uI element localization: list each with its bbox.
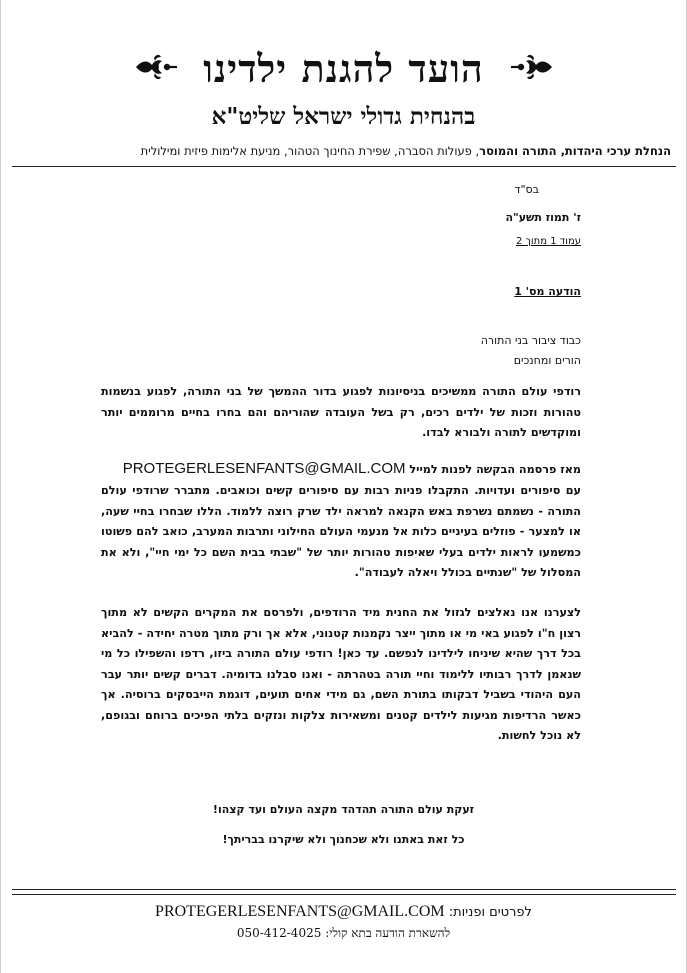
footer-rule-bottom (12, 894, 676, 895)
body-paragraph-2-intro (101, 460, 581, 477)
bsd-mark: בס"ד (514, 183, 539, 196)
body-paragraph-1: רודפי עולם התורה ממשיכים בניסיונות לפגוע בדור ההמשך של בני התורה, לפגוע בנשמות טהורות וזכות של ילדים רכים, רק בשל העובדה שהוריהם והם בחרו בחיים מרוממים יותר ומוקדשים לתורה ולבורא לבדו. (101, 385, 581, 439)
organization-title: הועד להגנת ילדינו (203, 46, 484, 91)
footer-contact (0, 903, 687, 921)
organization-subtitle: בהנחית גדולי ישראל שליט"א (211, 103, 476, 130)
notice-number: הודעה מס' 1 (514, 285, 581, 298)
tagline-rest: , פעולות הסברה, שפירת החינוך הטהור, מניעת אלימות פיזית ומילולית (140, 144, 480, 158)
footer-email: PROTEGERLESENFANTS@GMAIL.COM (155, 903, 445, 920)
addressee-line-1: כבוד ציבור בני התורה (480, 334, 581, 347)
addressee-line-2: הורים ומחנכים (513, 354, 581, 367)
footer-contact-label: לפרטים ופניות: (448, 905, 532, 920)
footer-phone (0, 926, 687, 941)
footer-phone-label: להשארת הודעה בתא קולי: (325, 926, 451, 940)
body-paragraph-3: לצערנו אנו נאלצים לגזול את החנית מיד הרודפים, ולפרסם את המקרים הקשים לא מתוך רצון ח"ו לפגוע באי מי או מתוך ייצר נקמנות קטנוני, אלא אך ורק מתוך מטרה יחידה - להביא בכל דרך שהיא שיניחו לילדינו לנפשם. עד כאן! רודפי עולם התורה ביזו, רדפו והשפילו כל מי שנאמן לדרך רבותיו ללימוד וחיי תורה בטהרתה - ואנו סבלנו בדומיה. דברים קשים יותר עבר העם היהודי בשביל דבקותו בתורת השם, גם מידי אחים תועים, דוגמת הייבסקים ברוסיה. אך כאשר הרדיפות מגיעות לילדים קטנים ומשאירות צלקות ונזקים בלתי הפיכים ברוחם ובגופם, לא נוכל לחשות. (101, 606, 581, 742)
contact-email-inline: PROTEGERLESENFANTS@GMAIL.COM (122, 460, 406, 477)
body-paragraph-2: עם סיפורים ועדויות. התקבלו פניות רבות עם סיפורים קשים וכואבים. מתברר שרודפי עולם התורה - נשמתם נשרפת באש הקנאה למראה ילד שרק רוצה ללמוד. הללו שבחרו בחיי שעה, או למצער - פוזלים בעיניים כלות אל מנעמי העולם החילוני ותרבות המערב, כואב להם פשוטו כמשמעו לראות ילדים בעלי שאיפות טהורות יותר של "שבתי בבית השם כל ימי חיי", ולא את המסלול של "שנתיים בכולל ויאלה לעבודה". (101, 484, 581, 579)
closing-line-1: זעקת עולם התורה תהדהד מקצה העולם ועד קצהו! (212, 803, 475, 816)
page-border-left (0, 0, 1, 973)
footer-phone-number: 050-412-4025 (236, 926, 322, 940)
footer-rule-top (12, 889, 676, 890)
intro-text: מאז פרסמה הבקשה לפנות למייל (409, 463, 581, 476)
header-rule (12, 166, 676, 167)
closing-line-2: כל זאת באתנו ולא שכחנוך ולא שיקרנו בבריתך! (222, 833, 465, 846)
organization-tagline (16, 144, 671, 158)
tagline-bold: הנחלת ערכי היהדות, התורה והמוסר (479, 144, 671, 158)
letter-date: ז' תמוז תשע"ה (505, 211, 581, 224)
page-number: עמוד 1 מתוך 2 (516, 236, 581, 247)
